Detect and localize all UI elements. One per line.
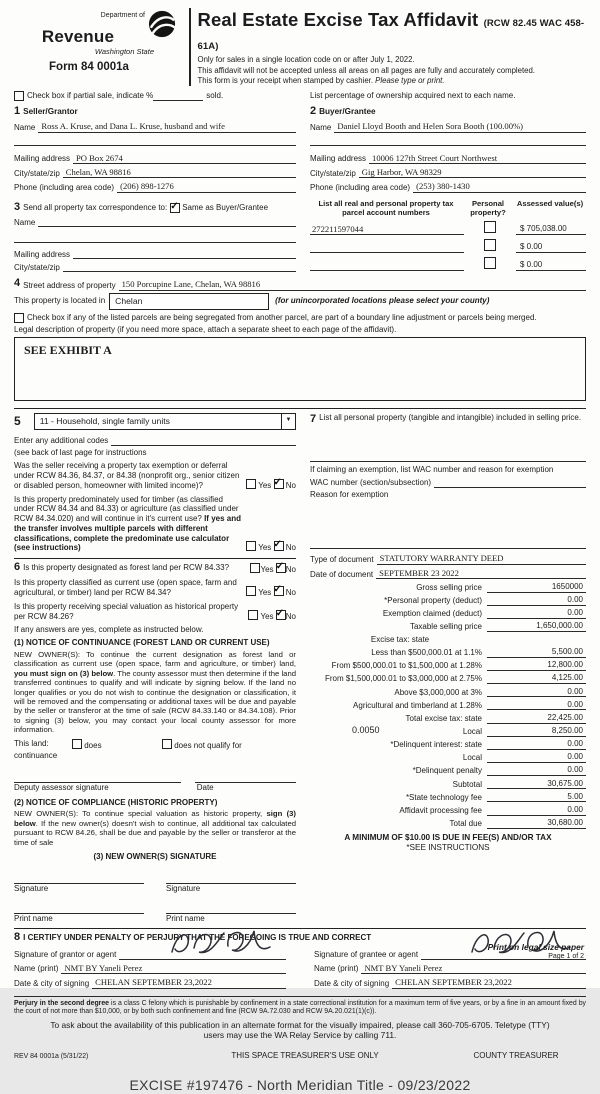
notice2-body: NEW OWNER(S): To continue special valuation as historic property, sign (3) below. If the new owner(s) doesn't wish to continue, all additional tax calculated pursuant to RCW 84.26, shall be due and payable by the seller or transferor at the time of sale <box>14 809 296 847</box>
partial-sale-label: Check box if partial sale, indicate % <box>27 90 154 100</box>
parcel-number-field[interactable] <box>310 260 464 271</box>
print-legal-note: Print on legal size paper <box>487 942 584 953</box>
seller-section: 1 Seller/Grantor Name Ross A. Kruse, and Dana L. Kruse, husband and wife Mailing address PO Box 2674 City/state/zip Chelan, WA 98816 Phone (including area code) (206) 898-1276 <box>14 101 296 193</box>
seller-mailing-field[interactable]: PO Box 2674 <box>73 153 296 164</box>
grantor-print-name-field[interactable]: NMT BY Yaneli Perez <box>61 963 286 974</box>
new-owners-signature-title: (3) NEW OWNER(S) SIGNATURE <box>93 852 217 862</box>
buyer-mailing-field[interactable]: 10006 127th Street Court Northwest <box>369 153 586 164</box>
property-location-section: 4 Street address of property 150 Porcupine Lane, Chelan, WA 98816 This property is located in Chelan (for unincorporated locations please select your county) Check box if any of the listed parcels are being segregated from another parcel, are part of a boundary line adjustment or parcels being merged. Legal description of property (if you need more space, attach a separate sheet to each page of the affidavit). SEE EXHIBIT A <box>14 277 586 400</box>
assessed-value-field[interactable]: $ 0.00 <box>516 260 586 271</box>
current-no-checkbox[interactable] <box>274 586 284 596</box>
personal-property-checkbox[interactable] <box>484 221 496 233</box>
buyer-city-field[interactable]: Gig Harbor, WA 98329 <box>359 167 586 178</box>
header-note-3: This form is your receipt when stamped by cashier. Please type or print. <box>197 76 445 86</box>
form-title: Real Estate Excise Tax Affidavit (RCW 82.45 WAC 458-61A) <box>197 9 585 52</box>
local-tax[interactable]: 8,250.00 <box>487 726 586 737</box>
affidavit-processing-fee[interactable]: 0.00 <box>487 805 586 816</box>
parcel-table <box>310 197 586 272</box>
notice1-body: NEW OWNER(S): To continue the current designation as forest land or classification as current use (open space, farm and agriculture, or timber) land, you must sign on (3) below. The county assessor must then determine if the land transferred continues to qualify and will indicate by signing below. If the land no longer qualifies or you do not wish to continue the designation or classification, it will be removed and the compensating or additional taxes will be due and payable by the seller or transferor at the time of sale (RCW 84.33.140 or 84.34.108). Prior to signing (3) below, you may contact your local county assessor for more information. <box>14 649 297 735</box>
land-use-section: 5 11 - Household, single family units ▼ <box>14 413 296 430</box>
tax-computation: Gross selling price 1650000 *Personal property (deduct) 0.00 Exemption claimed (deduct) 0.00 Taxable selling price 1,650,000.00 Excise tax: state Less than $500,000.01 at 1.1% 5,500.00 From $500,000.01 to $1,500,000 at 1.28% 12,800.00 From $1,500,000.01 to $3,000,000 at 2.75% 4,125.00 Above $3,000,000 at 3% 0.00 Agricultural and timberland at 1.28% 0.00 Total excise tax: state 22,425.00 0.0050 Local 8,250.00 *Delinquent interest: state 0.00 Local 0.00 *Delinquent penalty 0.00 Subtotal 30,675.00 *State technology fee 5.00 Affidavit processing fee 0.00 Total due 30,680.00 <box>310 582 586 829</box>
form-header <box>14 8 586 86</box>
grantee-print-name-field[interactable]: NMT BY Yaneli Perez <box>361 963 586 974</box>
personal-property-field[interactable] <box>310 452 586 462</box>
parcel-row <box>310 221 586 235</box>
timber-no-checkbox[interactable] <box>274 541 284 551</box>
subtotal[interactable]: 30,675.00 <box>487 779 586 790</box>
county-treasurer-label: COUNTY TREASURER <box>473 1050 559 1060</box>
forest-no-checkbox[interactable] <box>276 563 286 573</box>
alternate-format-note: To ask about the availability of this publication in an alternate format for the visually impaired, please call 360-705-6705. Teletype (TTY) users may use the WA Relay Service by calling 711. <box>50 1020 550 1041</box>
historic-no-checkbox[interactable] <box>276 610 286 620</box>
seller-city-field[interactable]: Chelan, WA 98816 <box>63 167 296 178</box>
form-title-rcw: (RCW 82.45 WAC 458-61A) <box>197 18 585 52</box>
legal-description-box[interactable]: SEE EXHIBIT A <box>14 337 586 401</box>
certification-section: 8 I CERTIFY UNDER PENALTY OF PERJURY THAT THE FOREGOING IS TRUE AND CORRECT Signature of grantor or agent Name (print) NMT BY Yaneli Perez Date & city of signing CHELAN SEPTEMBER 23,2022 Signature of grantee or agent Name (print) NMT BY Yaneli Perez Date & city of signing CHELAN SEPTEMBER 23,2022 <box>14 931 586 988</box>
tax-correspondence-section: 3 Send all property tax correspondence to: ✓ Same as Buyer/Grantee Name Mailing address City/state/zip <box>14 197 296 272</box>
assessed-value-field[interactable]: $ 0.00 <box>516 242 586 253</box>
if-yes-note: If any answers are yes, complete as instructed below. <box>14 625 204 635</box>
does-not-checkbox[interactable] <box>162 739 172 749</box>
reason-exemption-field[interactable] <box>310 539 586 549</box>
delinquent-interest-local[interactable]: 0.00 <box>487 752 586 763</box>
doc-type-label: Type of document <box>310 555 374 565</box>
current-yes-checkbox[interactable] <box>246 586 256 596</box>
current-use-question: Is this property classified as current use (open space, farm and agricultural, or timber) land per RCW 84.34? Yes ✓ No <box>14 578 296 598</box>
state-technology-fee[interactable]: 5.00 <box>487 792 586 803</box>
col-divider <box>14 558 296 559</box>
street-address-field[interactable]: 150 Porcupine Lane, Chelan, WA 98816 <box>119 279 586 290</box>
parcel-col-header: List all real and personal property tax parcel account numbers <box>318 198 454 218</box>
header-divider <box>189 8 191 86</box>
continuance-label: continuance <box>14 751 58 761</box>
same-as-buyer-label: Same as Buyer/Grantee <box>182 202 269 212</box>
correspondence-label: Send all property tax correspondence to: <box>23 202 168 212</box>
local-rate: 0.0050 <box>352 724 380 735</box>
buyer-section: 2 Buyer/Grantee Name Daniel Lloyd Booth and Helen Sora Booth (100.00%) Mailing address 10006 127th Street Court Northwest City/state/zip Gig Harbor, WA 98329 Phone (including area code) (253) 380-1430 <box>310 101 586 193</box>
deputy-date-field[interactable] <box>195 773 296 783</box>
wac-number-field[interactable] <box>434 478 586 488</box>
grantor-signature-field[interactable] <box>119 950 286 960</box>
certify-statement: I CERTIFY UNDER PENALTY OF PERJURY THAT THE FOREGOING IS TRUE AND CORRECT <box>23 933 372 943</box>
perjury-note: Perjury in the second degree is a class C felony which is punishable by confinement in a state correctional institution for a maximum term of five years, or by a fine in an amount fixed by the court of not more than $10,000, or by both such confinement and fine (RCW 9A.72.030 and RCW 9A.20.021(1)(c)). <box>14 996 586 1017</box>
parcel-number-field[interactable]: 272211597044 <box>310 224 464 235</box>
located-in-label: This property is located in <box>14 296 106 306</box>
parcel-number-field[interactable] <box>310 242 464 253</box>
exemption-no-checkbox[interactable] <box>274 479 284 489</box>
seller-title: Seller/Grantor <box>23 106 78 116</box>
tier3-tax[interactable]: 4,125.00 <box>487 673 586 684</box>
street-address-label: Street address of property <box>23 281 116 291</box>
personal-col-header: Personal property? <box>470 198 506 218</box>
seller-name-field[interactable]: Ross A. Kruse, and Dana L. Kruse, husband and wife <box>38 121 296 132</box>
section-divider <box>14 408 586 409</box>
correspondence-city-field[interactable] <box>63 262 296 272</box>
seller-name2-field[interactable] <box>14 136 296 146</box>
deputy-assessor-label: Deputy assessor signature <box>14 782 109 792</box>
grantee-signature-label: Signature of grantee or agent <box>314 949 419 959</box>
does-checkbox[interactable] <box>72 739 82 749</box>
see-instructions-note: *SEE INSTRUCTIONS <box>406 842 490 852</box>
owner-print-name-field-2[interactable] <box>166 904 296 914</box>
located-in-input[interactable]: Chelan <box>109 293 269 310</box>
grantor-signature-label: Signature of grantor or agent <box>14 949 117 959</box>
excise-tax-state-heading: Excise tax: state <box>370 634 430 644</box>
assessed-col-header: Assessed value(s) <box>516 198 584 208</box>
taxable-selling-price[interactable]: 1,650,000.00 <box>487 621 586 632</box>
treasurer-space-label: THIS SPACE TREASURER'S USE ONLY <box>231 1050 379 1060</box>
affidavit-page: Department of Revenue Washington State Form 84 0001a Real Estate Excise Tax Affidavit (RCW 82.45 WAC 458-61A) Only for sales in a single location code on or after July 1, 2022. This affidavit will not be accepted unless all areas on all pages are fully and accurately completed. This form is your receipt when stamped by cashier. Please type or print. Check box if partial sale, indicate % sold. List percentage of ownership acquired next to each name. 1 Seller/Grantor Name Ross A. Kruse, and Dana L. Kruse, husband and wife Mailing address PO Box 2674 City/state/zip Chelan, WA 98816 Phone (including area code) (206) 898-1276 2 Buyer/Grantee Name Daniel Lloyd Booth and Helen Sora Booth (100.00%) Mailing address 10006 127th Street Court Northwest City/state/zip Gig Harbor, WA 98329 Phone (including area code) (253) 380-1430 3 Send all property tax correspondence to: ✓ Same as Buyer/Grantee Name Mailing address City/state/zip List all real and personal property tax parcel account numbers Personal property? Assessed value(s) 272211597044 $ 705,038.00 $ 0.00 $ 0.00 4 Street address of property 150 Porcupine Lane, Chelan, WA 98816 This property is located in Chelan (for unincorporated locations please select your county) Check box if any of the listed parcels are being segregated from another parcel, are part of a boundary line adjustment or parcels being merged. Legal description of property (if you need more space, attach a separate sheet to each page of the affidavit). SEE EXHIBIT A 5 11 - Household, single family units ▼ Enter any additional codes (see back of last page for instructions Was the seller receiving a property tax exemption or deferral under RCW 84.36, 84.37, or 84.38 (nonprofit org., senior citizen or disabled person, homeowner with limited income)? Yes ✓ No Is this property predominately used for timber (as classified under RCW 84.34 and 84.33) or agriculture (as classified under RCW 84.34.020) and will continue in it's current use? If yes and the transfer involves multiple parcels with different classifications, complete the predominate use calculator (see instructions) Yes ✓ No 6 Is this property designated as forest land per RCW 84.33? Yes ✓ No Is this property classified as current use (open space, farm and agricultural, or timber) land per RCW 84.34? Yes ✓ No Is this property receiving special valuation as historical property per RCW 84.26? Yes ✓ No If any answers are yes, complete as instructed below. (1) NOTICE OF CONTINUANCE (FOREST LAND OR CURRENT USE) NEW OWNER(S): To continue the current designation as forest land or classification as current use (open space, farm and agriculture, or timber) land, you must sign on (3) below. The county assessor must then determine if the land transferred continues to qualify and will indicate by signing below. If the land no longer qualifies or you do not wish to continue the designation or classification, it will be removed and the compensating or additional taxes will be due and payable by the seller or transferor at the time of sale (RCW 84.33.140 or 84.34.108). Prior to signing (3) below, you may contact your local county assessor for more information. This land: does does not qualify for continuance Deputy assessor signature Date (2) NOTICE OF COMPLIANCE (HISTORIC PROPERTY) NEW OWNER(S): To continue special valuation as historic property, sign (3) below. If the new owner(s) doesn't wish to continue, all additional tax calculated pursuant to RCW 84.26, shall be due and payable by the seller or transferor at the time of sale (3) NEW OWNER(S) SIGNATURE Signature Signature Print name Print name 7 List all personal property (tangible and intangible) included in selling price. If claiming an exemption, list WAC number and reason for exemption WAC number (section/subsection) Reason for exemption Type of document STATUTORY WARRANTY DEED Date of document SEPTEMBER 23 2022 Gross selling price 1650000 *Personal property (deduct) 0.00 Exemption claimed (deduct) 0.00 Taxable selling price 1,650,000.00 Excise tax: state Less than $500,000.01 at 1.1% 5,500.00 From $500,000.01 to $1,500,000 at 1.28% 12,800.00 From $1,500,000.01 to $3,000,000 at 2.75% 4,125.00 Above $3,000,000 at 3% 0.00 Agricultural and timberland at 1.28% 0.00 Total excise tax: state 22,425.00 0.0050 Local 8,250.00 *Delinquent interest: state 0.00 Local 0.00 *Delinquent penalty 0.00 Subtotal 30,675.00 *State technology fee 5.00 Affidavit processing fee 0.00 Total due 30,680.00 A MINIMUM OF $10.00 IS DUE IN FEE(S) AND/OR TAX *SEE INSTRUCTIONS 8 I CERTIFY UNDER PENALTY OF PERJURY THAT THE FOREGOING IS TRUE AND CORRECT Signature of grantor or agent Name (print) NMT BY Yaneli Perez Date & city of signing CHELAN SEPTEMBER 23,2022 Signature of grantee or agent Name (print) NMT BY Yaneli Perez Date & city of signing CHELAN SEPTEMBER 23,2022 Perjury in the second degree is a class C felony which is punishable by confinement in a state correctional institution for a maximum term of five years, or by a fine in an amount fixed by the court of not more than $10,000, or by both such confinement and fine (RCW 9A.72.030 and RCW 9A.20.021(1)(c)). To ask about the availability of this publication in an alternate format for the visually impaired, please call 360-705-6705. Teletype (TTY) users may use the WA Relay Service by calling 711. REV 84 0001a (5/31/22) THIS SPACE TREASURER'S USE ONLY COUNTY TREASURER EXCISE #197476 - North Meridian Title - 09/23/2022 Print on legal size paper Page 1 of 2 <box>0 0 600 988</box>
use-code-value: 11 - Household, single family units <box>39 415 170 426</box>
tier1-tax[interactable]: 5,500.00 <box>487 647 586 658</box>
agency-state: Washington State <box>94 47 154 57</box>
partial-sale-checkbox[interactable] <box>14 91 24 101</box>
use-code-select[interactable] <box>34 413 296 430</box>
buyer-title: Buyer/Grantee <box>319 106 376 116</box>
partial-sale-percent-field[interactable] <box>153 91 203 101</box>
ownership-note: List percentage of ownership acquired next to each name. <box>310 90 516 100</box>
wac-number-label: WAC number (section/subsection) <box>310 477 432 487</box>
personal-property-deduct[interactable]: 0.00 <box>487 595 586 606</box>
personal-property-section: 7 List all personal property (tangible and intangible) included in selling price. <box>310 412 582 425</box>
exemption-yes-checkbox[interactable] <box>246 479 256 489</box>
agency-block <box>14 8 182 86</box>
correspondence-mailing-field[interactable] <box>73 249 296 259</box>
forest-yes-checkbox[interactable] <box>250 563 260 573</box>
tier4-tax[interactable]: 0.00 <box>487 687 586 698</box>
assessed-value-field[interactable]: $ 705,038.00 <box>516 224 586 235</box>
delinquent-interest-state[interactable]: 0.00 <box>487 739 586 750</box>
section-divider <box>14 928 586 929</box>
total-excise-state[interactable]: 22,425.00 <box>487 713 586 724</box>
doc-type-field[interactable]: STATUTORY WARRANTY DEED <box>377 553 586 564</box>
additional-codes-label: Enter any additional codes <box>14 435 109 445</box>
land-qualify-row: This land: does does not qualify for <box>14 739 242 751</box>
located-in-note: (for unincorporated locations please select your county) <box>275 296 490 306</box>
owner-signature-field-2[interactable] <box>166 874 296 884</box>
sold-label: sold. <box>206 90 224 100</box>
notice2-title: (2) NOTICE OF COMPLIANCE (HISTORIC PROPERTY) <box>14 797 218 807</box>
notice1-title: (1) NOTICE OF CONTINUANCE (FOREST LAND OR CURRENT USE) <box>14 638 270 648</box>
same-as-buyer-checkbox[interactable] <box>170 203 180 213</box>
segregated-checkbox[interactable] <box>14 313 24 323</box>
header-note-2: This affidavit will not be accepted unless all areas on all pages are fully and accurately completed. <box>197 65 535 75</box>
agency-name: Revenue <box>41 26 115 46</box>
form-number: Form 84 0001a <box>49 60 129 73</box>
buyer-name-field[interactable]: Daniel Lloyd Booth and Helen Sora Booth (100.00%) <box>334 121 586 132</box>
buyer-name2-field[interactable] <box>310 136 586 146</box>
parcel-row <box>310 257 586 271</box>
total-due[interactable]: 30,680.00 <box>487 818 586 829</box>
owner-print-name-field-1[interactable] <box>14 904 144 914</box>
buyer-phone-field[interactable]: (253) 380-1430 <box>413 181 586 192</box>
excise-stamp: EXCISE #197476 - North Meridian Title - 09/23/2022 <box>129 1077 471 1094</box>
seller-phone-field[interactable]: (206) 898-1276 <box>117 181 296 192</box>
timber-question: Is this property predominately used for timber (as classified under RCW 84.34 and 84.33) or agriculture (as classified under RCW 84.34.020) and will continue in it's current use? If yes and the transfer involves multiple parcels with different classifications, complete the predominate use calculator (see instructions) Yes ✓ No <box>14 495 296 554</box>
page-indicator: Page 1 of 2 <box>548 953 584 961</box>
date-label: Date <box>196 782 214 792</box>
exemption-question: Was the seller receiving a property tax exemption or deferral under RCW 84.36, 84.37, or 84.38 (nonprofit org., senior citizen or disabled person, homeowner with limited income)? Yes ✓ No <box>14 461 296 490</box>
owner-signature-field-1[interactable] <box>14 874 144 884</box>
dept-of-label: Department of <box>100 12 145 19</box>
reason-exemption-label: Reason for exemption <box>310 489 389 499</box>
rev-number: REV 84 0001a (5/31/22) <box>14 1052 89 1060</box>
exemption-note: If claiming an exemption, list WAC number and reason for exemption <box>310 464 554 474</box>
title-block <box>198 8 587 86</box>
personal-property-checkbox[interactable] <box>484 239 496 251</box>
deputy-assessor-signature-field[interactable] <box>14 773 181 783</box>
revenue-logo-icon <box>148 10 176 41</box>
timber-yes-checkbox[interactable] <box>246 541 256 551</box>
grantor-date-city-field[interactable]: CHELAN SEPTEMBER 23,2022 <box>92 977 286 988</box>
historic-question: Is this property receiving special valuation as historical property per RCW 84.26? Yes ✓ No <box>14 602 296 622</box>
grantee-date-city-field[interactable]: CHELAN SEPTEMBER 23,2022 <box>392 977 586 988</box>
exemption-claimed-deduct[interactable]: 0.00 <box>487 608 586 619</box>
gross-selling-price[interactable]: 1650000 <box>487 582 586 593</box>
historic-yes-checkbox[interactable] <box>248 610 258 620</box>
correspondence-name2-field[interactable] <box>14 233 296 243</box>
personal-property-checkbox[interactable] <box>484 257 496 269</box>
minimum-note: A MINIMUM OF $10.00 IS DUE IN FEE(S) AND/OR TAX <box>344 832 552 842</box>
forest-land-question: 6 Is this property designated as forest land per RCW 84.33? Yes ✓ No <box>14 561 296 574</box>
segregated-label: Check box if any of the listed parcels are being segregated from another parcel, are part of a boundary line adjustment or parcels being merged. <box>27 312 537 322</box>
this-land-label: This land: <box>14 739 49 749</box>
legal-description-label: Legal description of property (if you need more space, attach a separate sheet to each page of the affidavit). <box>14 324 397 334</box>
codes-note: (see back of last page for instructions <box>14 447 147 457</box>
tier2-tax[interactable]: 12,800.00 <box>487 660 586 671</box>
correspondence-name-field[interactable] <box>38 217 296 227</box>
doc-date-label: Date of document <box>310 569 374 579</box>
additional-codes-field[interactable] <box>111 436 296 446</box>
delinquent-penalty[interactable]: 0.00 <box>487 765 586 776</box>
parcel-row <box>310 239 586 253</box>
header-note-1: Only for sales in a single location code on or after July 1, 2022. <box>197 55 415 65</box>
agricultural-tax[interactable]: 0.00 <box>487 700 586 711</box>
personal-property-intro: List all personal property (tangible and intangible) included in selling price. <box>319 412 582 422</box>
doc-date-field[interactable]: SEPTEMBER 23 2022 <box>376 568 586 579</box>
chevron-down-icon[interactable]: ▼ <box>281 414 295 429</box>
